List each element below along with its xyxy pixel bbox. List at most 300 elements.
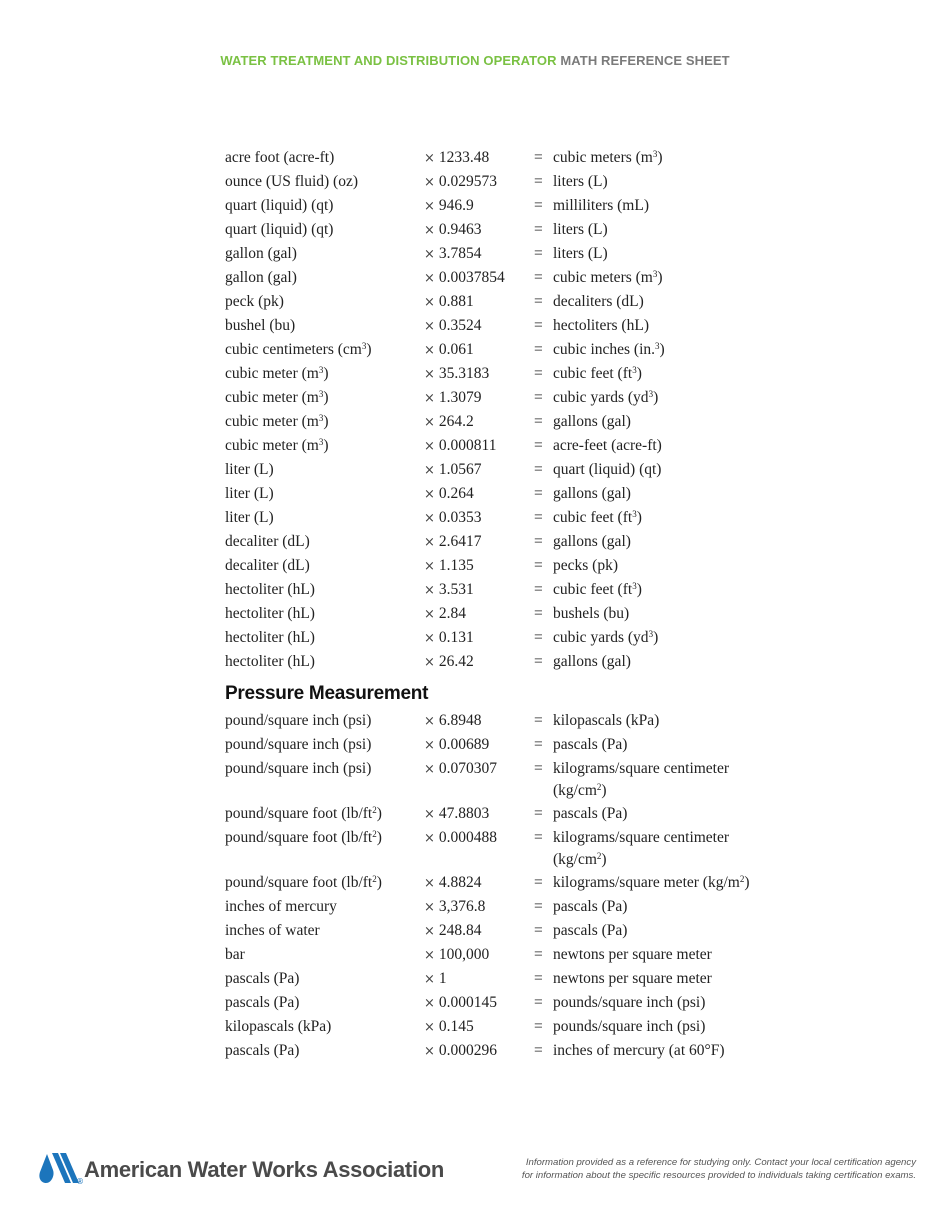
from-unit-text: quart (liquid) (qt)	[225, 197, 334, 214]
times-icon: ×	[424, 199, 435, 214]
multiplier	[424, 363, 489, 386]
to-unit-exponent: 2	[739, 874, 745, 884]
multiplier	[424, 195, 474, 218]
to-unit-exponent: 2	[596, 782, 602, 792]
equals-sign: =	[534, 389, 543, 406]
conversion-row	[225, 650, 825, 674]
page-header	[0, 53, 950, 68]
from-unit-text: cubic meter (m	[225, 413, 319, 430]
multiplier	[424, 803, 489, 826]
conversion-factor: 26.42	[438, 653, 474, 670]
conversion-row	[225, 733, 825, 757]
to-unit-text: newtons per square meter	[553, 946, 712, 963]
to-unit	[553, 968, 783, 990]
multiplier	[424, 579, 474, 602]
from-unit-text: pascals (Pa)	[225, 1042, 300, 1059]
to-unit	[553, 411, 783, 433]
from-unit	[225, 219, 333, 241]
conversion-factor: 248.84	[438, 922, 482, 939]
to-unit-suffix: )	[653, 629, 659, 646]
from-unit	[225, 734, 371, 756]
registered-mark: ®	[76, 1177, 84, 1186]
multiplier	[424, 459, 482, 482]
from-unit-text: pound/square foot (lb/ft	[225, 829, 373, 846]
to-unit-suffix: )	[636, 509, 642, 526]
awwa-logo	[38, 1148, 458, 1188]
multiplier	[424, 339, 474, 362]
conversion-row	[225, 242, 825, 266]
from-unit	[225, 171, 358, 193]
conversion-row	[225, 895, 825, 919]
conversion-row	[225, 554, 825, 578]
times-icon: ×	[424, 738, 435, 753]
times-icon: ×	[424, 343, 435, 358]
to-unit-text: gallons (gal)	[553, 485, 631, 502]
multiplier	[424, 896, 485, 919]
conversion-row	[225, 991, 825, 1015]
to-unit-suffix: )	[601, 782, 607, 799]
to-unit	[553, 734, 783, 756]
conversion-factor: 0.264	[438, 485, 474, 502]
from-unit-exponent: 2	[372, 829, 377, 839]
to-unit-suffix: )	[653, 389, 659, 406]
times-icon: ×	[424, 655, 435, 670]
to-unit	[553, 555, 783, 577]
conversion-factor: 0.029573	[438, 173, 498, 190]
equals-sign: =	[534, 605, 543, 622]
to-unit-text: kilograms/square centimeter (kg/cm	[553, 829, 730, 868]
conversion-factor: 0.881	[438, 293, 474, 310]
conversion-factor: 3.531	[438, 581, 474, 598]
times-icon: ×	[424, 319, 435, 334]
to-unit-text: quart (liquid) (qt)	[553, 461, 662, 478]
to-unit-suffix: )	[659, 341, 665, 358]
times-icon: ×	[424, 900, 435, 915]
from-unit	[225, 1040, 299, 1062]
from-unit-text: pascals (Pa)	[225, 970, 300, 987]
times-icon: ×	[424, 439, 435, 454]
conversion-row	[225, 146, 825, 170]
times-icon: ×	[424, 295, 435, 310]
equals-sign: =	[534, 173, 543, 190]
conversion-row	[225, 458, 825, 482]
from-unit-text: cubic meter (m	[225, 389, 319, 406]
to-unit	[553, 435, 783, 457]
to-unit	[553, 1016, 783, 1038]
to-unit-text: pounds/square inch (psi)	[553, 994, 706, 1011]
equals-sign: =	[534, 245, 543, 262]
times-icon: ×	[424, 607, 435, 622]
from-unit	[225, 896, 337, 918]
from-unit-suffix: )	[323, 365, 329, 382]
to-unit-exponent: 3	[648, 389, 654, 399]
conversion-factor: 0.000145	[438, 994, 498, 1011]
to-unit-text: liters (L)	[553, 245, 608, 262]
to-unit	[553, 920, 783, 942]
times-icon: ×	[424, 948, 435, 963]
conversion-factor: 264.2	[438, 413, 474, 430]
multiplier	[424, 171, 497, 194]
from-unit	[225, 411, 329, 433]
to-unit-text: cubic feet (ft	[553, 509, 633, 526]
multiplier	[424, 243, 482, 266]
conversion-table	[225, 146, 825, 1063]
to-unit-text: cubic meters (m	[553, 149, 653, 166]
to-unit	[553, 827, 783, 871]
multiplier	[424, 219, 482, 242]
from-unit	[225, 555, 310, 577]
from-unit-suffix: )	[366, 341, 372, 358]
conversion-row	[225, 709, 825, 733]
conversion-row	[225, 218, 825, 242]
equals-sign: =	[534, 557, 543, 574]
multiplier	[424, 827, 497, 850]
to-unit-text: kilograms/square meter (kg/m	[553, 874, 740, 891]
to-unit-exponent: 3	[648, 629, 654, 639]
from-unit	[225, 803, 382, 825]
to-unit	[553, 872, 783, 894]
to-unit	[553, 147, 783, 169]
from-unit	[225, 339, 372, 361]
to-unit-text: cubic feet (ft	[553, 365, 633, 382]
multiplier	[424, 992, 497, 1015]
equals-sign: =	[534, 533, 543, 550]
from-unit	[225, 827, 382, 849]
equals-sign: =	[534, 829, 543, 846]
to-unit-text: pascals (Pa)	[553, 922, 628, 939]
header-title-green: WATER TREATMENT AND DISTRIBUTION OPERATOR	[220, 53, 557, 68]
conversion-factor: 3.7854	[438, 245, 482, 262]
times-icon: ×	[424, 714, 435, 729]
conversion-factor: 0.9463	[438, 221, 482, 238]
to-unit-exponent: 3	[632, 365, 637, 375]
equals-sign: =	[534, 946, 543, 963]
equals-sign: =	[534, 922, 543, 939]
to-unit-text: decaliters (dL)	[553, 293, 644, 310]
to-unit-text: gallons (gal)	[553, 413, 631, 430]
equals-sign: =	[534, 221, 543, 238]
pressure-conversion-rows	[225, 709, 825, 1063]
times-icon: ×	[424, 807, 435, 822]
equals-sign: =	[534, 365, 543, 382]
conversion-row	[225, 757, 825, 802]
from-unit-suffix: )	[376, 829, 382, 846]
from-unit	[225, 243, 297, 265]
from-unit-text: peck (pk)	[225, 293, 284, 310]
from-unit-exponent: 3	[318, 437, 324, 447]
from-unit-exponent: 2	[372, 805, 377, 815]
to-unit-text: newtons per square meter	[553, 970, 712, 987]
equals-sign: =	[534, 874, 543, 891]
from-unit-text: liter (L)	[225, 509, 274, 526]
conversion-row	[225, 1015, 825, 1039]
from-unit-exponent: 3	[318, 365, 324, 375]
to-unit	[553, 291, 783, 313]
conversion-row	[225, 362, 825, 386]
to-unit	[553, 243, 783, 265]
to-unit	[553, 651, 783, 673]
multiplier	[424, 531, 482, 554]
times-icon: ×	[424, 223, 435, 238]
from-unit-text: quart (liquid) (qt)	[225, 221, 334, 238]
equals-sign: =	[534, 898, 543, 915]
to-unit-suffix: )	[601, 851, 607, 868]
conversion-factor: 2.84	[438, 605, 467, 622]
from-unit	[225, 387, 329, 409]
to-unit	[553, 803, 783, 825]
conversion-row	[225, 602, 825, 626]
conversion-factor: 0.00689	[438, 736, 490, 753]
to-unit-text: kilograms/square centimeter (kg/cm	[553, 760, 730, 799]
to-unit	[553, 219, 783, 241]
multiplier	[424, 411, 474, 434]
from-unit	[225, 291, 284, 313]
times-icon: ×	[424, 175, 435, 190]
footer-disclaimer	[496, 1157, 916, 1182]
conversion-row	[225, 290, 825, 314]
equals-sign: =	[534, 413, 543, 430]
equals-sign: =	[534, 653, 543, 670]
equals-sign: =	[534, 760, 543, 777]
from-unit-text: liter (L)	[225, 461, 274, 478]
to-unit-exponent: 3	[655, 341, 660, 351]
from-unit	[225, 507, 274, 529]
to-unit	[553, 579, 783, 601]
times-icon: ×	[424, 271, 435, 286]
conversion-factor: 0.0353	[438, 509, 482, 526]
conversion-row	[225, 266, 825, 290]
from-unit	[225, 435, 329, 457]
conversion-row	[225, 578, 825, 602]
conversion-factor: 0.000296	[438, 1042, 498, 1059]
multiplier	[424, 872, 482, 895]
conversion-row	[225, 314, 825, 338]
equals-sign: =	[534, 1042, 543, 1059]
multiplier	[424, 387, 482, 410]
to-unit	[553, 627, 783, 649]
to-unit	[553, 710, 783, 732]
conversion-row	[225, 1039, 825, 1063]
to-unit-exponent: 3	[632, 581, 637, 591]
from-unit-text: inches of water	[225, 922, 320, 939]
conversion-factor: 1.0567	[438, 461, 482, 478]
times-icon: ×	[424, 996, 435, 1011]
conversion-row	[225, 943, 825, 967]
from-unit-exponent: 2	[372, 874, 377, 884]
to-unit	[553, 896, 783, 918]
water-drop-logo-icon	[38, 1150, 84, 1186]
equals-sign: =	[534, 629, 543, 646]
to-unit	[553, 459, 783, 481]
multiplier	[424, 483, 474, 506]
conversion-row	[225, 871, 825, 895]
to-unit-text: gallons (gal)	[553, 533, 631, 550]
from-unit-suffix: )	[376, 805, 382, 822]
from-unit-text: cubic meter (m	[225, 437, 319, 454]
from-unit-suffix: )	[323, 389, 329, 406]
from-unit	[225, 603, 315, 625]
multiplier	[424, 315, 482, 338]
conversion-factor: 0.131	[438, 629, 474, 646]
to-unit-suffix: )	[636, 581, 642, 598]
from-unit-text: hectoliter (hL)	[225, 605, 315, 622]
from-unit-text: decaliter (dL)	[225, 533, 310, 550]
conversion-row	[225, 170, 825, 194]
multiplier	[424, 267, 505, 290]
from-unit-exponent: 3	[361, 341, 367, 351]
multiplier	[424, 920, 482, 943]
to-unit	[553, 267, 783, 289]
from-unit	[225, 579, 315, 601]
header-title-gray: MATH REFERENCE SHEET	[560, 53, 730, 68]
equals-sign: =	[534, 269, 543, 286]
times-icon: ×	[424, 1044, 435, 1059]
from-unit-exponent: 3	[318, 389, 324, 399]
to-unit-text: kilopascals (kPa)	[553, 712, 660, 729]
multiplier	[424, 627, 474, 650]
equals-sign: =	[534, 736, 543, 753]
from-unit-text: decaliter (dL)	[225, 557, 310, 574]
multiplier	[424, 603, 466, 626]
from-unit	[225, 920, 320, 942]
to-unit-text: liters (L)	[553, 173, 608, 190]
to-unit	[553, 363, 783, 385]
multiplier	[424, 435, 496, 458]
times-icon: ×	[424, 151, 435, 166]
conversion-factor: 0.000811	[438, 437, 497, 454]
to-unit-text: liters (L)	[553, 221, 608, 238]
to-unit-text: inches of mercury (at 60°F)	[553, 1042, 725, 1059]
from-unit-text: ounce (US fluid) (oz)	[225, 173, 358, 190]
to-unit-suffix: )	[657, 269, 663, 286]
from-unit-text: gallon (gal)	[225, 269, 297, 286]
to-unit-text: cubic yards (yd	[553, 389, 649, 406]
from-unit-suffix: )	[323, 437, 329, 454]
times-icon: ×	[424, 415, 435, 430]
from-unit-text: bar	[225, 946, 245, 963]
to-unit-exponent: 3	[652, 269, 658, 279]
to-unit-text: bushels (bu)	[553, 605, 630, 622]
conversion-factor: 946.9	[438, 197, 474, 214]
from-unit-suffix: )	[376, 874, 382, 891]
conversion-factor: 4.8824	[438, 874, 482, 891]
from-unit	[225, 710, 371, 732]
from-unit	[225, 968, 299, 990]
conversion-row	[225, 482, 825, 506]
conversion-factor: 1	[438, 970, 447, 987]
from-unit	[225, 267, 297, 289]
times-icon: ×	[424, 924, 435, 939]
from-unit	[225, 944, 245, 966]
from-unit-text: pound/square inch (psi)	[225, 736, 372, 753]
times-icon: ×	[424, 631, 435, 646]
conversion-factor: 1.135	[438, 557, 474, 574]
from-unit-text: hectoliter (hL)	[225, 581, 315, 598]
from-unit-text: inches of mercury	[225, 898, 337, 915]
to-unit-text: pounds/square inch (psi)	[553, 1018, 706, 1035]
equals-sign: =	[534, 341, 543, 358]
multiplier	[424, 710, 482, 733]
to-unit-text: gallons (gal)	[553, 653, 631, 670]
conversion-factor: 0.061	[438, 341, 474, 358]
times-icon: ×	[424, 876, 435, 891]
multiplier	[424, 147, 489, 170]
conversion-factor: 0.3524	[438, 317, 482, 334]
to-unit-text: cubic yards (yd	[553, 629, 649, 646]
conversion-factor: 3,376.8	[438, 898, 486, 915]
from-unit-text: cubic meter (m	[225, 365, 319, 382]
to-unit-text: pascals (Pa)	[553, 805, 628, 822]
equals-sign: =	[534, 149, 543, 166]
times-icon: ×	[424, 535, 435, 550]
from-unit-text: bushel (bu)	[225, 317, 296, 334]
from-unit-text: pascals (Pa)	[225, 994, 300, 1011]
times-icon: ×	[424, 583, 435, 598]
times-icon: ×	[424, 367, 435, 382]
conversion-row	[225, 434, 825, 458]
to-unit-text: cubic inches (in.	[553, 341, 656, 358]
disclaimer-line-2: for information about the specific resources provided to individuals taking certification exams.	[521, 1169, 916, 1181]
conversion-factor: 1233.48	[438, 149, 490, 166]
times-icon: ×	[424, 511, 435, 526]
times-icon: ×	[424, 391, 435, 406]
equals-sign: =	[534, 317, 543, 334]
multiplier	[424, 291, 474, 314]
to-unit	[553, 315, 783, 337]
conversion-row	[225, 919, 825, 943]
from-unit-exponent: 3	[318, 413, 324, 423]
logo-text: American Water Works Association	[84, 1157, 445, 1182]
conversion-factor: 0.000488	[438, 829, 498, 846]
to-unit-suffix: )	[636, 365, 642, 382]
conversion-row	[225, 410, 825, 434]
times-icon: ×	[424, 762, 435, 777]
from-unit-text: pound/square inch (psi)	[225, 712, 372, 729]
from-unit-suffix: )	[323, 413, 329, 430]
to-unit	[553, 387, 783, 409]
conversion-factor: 47.8803	[438, 805, 490, 822]
to-unit	[553, 483, 783, 505]
conversion-factor: 0.145	[438, 1018, 474, 1035]
from-unit	[225, 627, 315, 649]
equals-sign: =	[534, 293, 543, 310]
times-icon: ×	[424, 1020, 435, 1035]
conversion-factor: 6.8948	[438, 712, 482, 729]
multiplier	[424, 1016, 474, 1039]
times-icon: ×	[424, 831, 435, 846]
to-unit	[553, 758, 783, 802]
to-unit-suffix: )	[657, 149, 663, 166]
to-unit-exponent: 3	[652, 149, 658, 159]
from-unit	[225, 758, 371, 780]
from-unit	[225, 315, 295, 337]
to-unit-text: cubic feet (ft	[553, 581, 633, 598]
equals-sign: =	[534, 1018, 543, 1035]
to-unit	[553, 339, 783, 361]
to-unit-text: pecks (pk)	[553, 557, 618, 574]
disclaimer-line-1: Information provided as a reference for studying only. Contact your local certification agency	[525, 1157, 916, 1168]
from-unit	[225, 651, 315, 673]
from-unit-text: hectoliter (hL)	[225, 629, 315, 646]
from-unit-text: cubic centimeters (cm	[225, 341, 362, 358]
to-unit	[553, 195, 783, 217]
equals-sign: =	[534, 970, 543, 987]
conversion-row	[225, 530, 825, 554]
from-unit-text: hectoliter (hL)	[225, 653, 315, 670]
conversion-factor: 0.0037854	[438, 269, 505, 286]
equals-sign: =	[534, 485, 543, 502]
to-unit-text: cubic meters (m	[553, 269, 653, 286]
